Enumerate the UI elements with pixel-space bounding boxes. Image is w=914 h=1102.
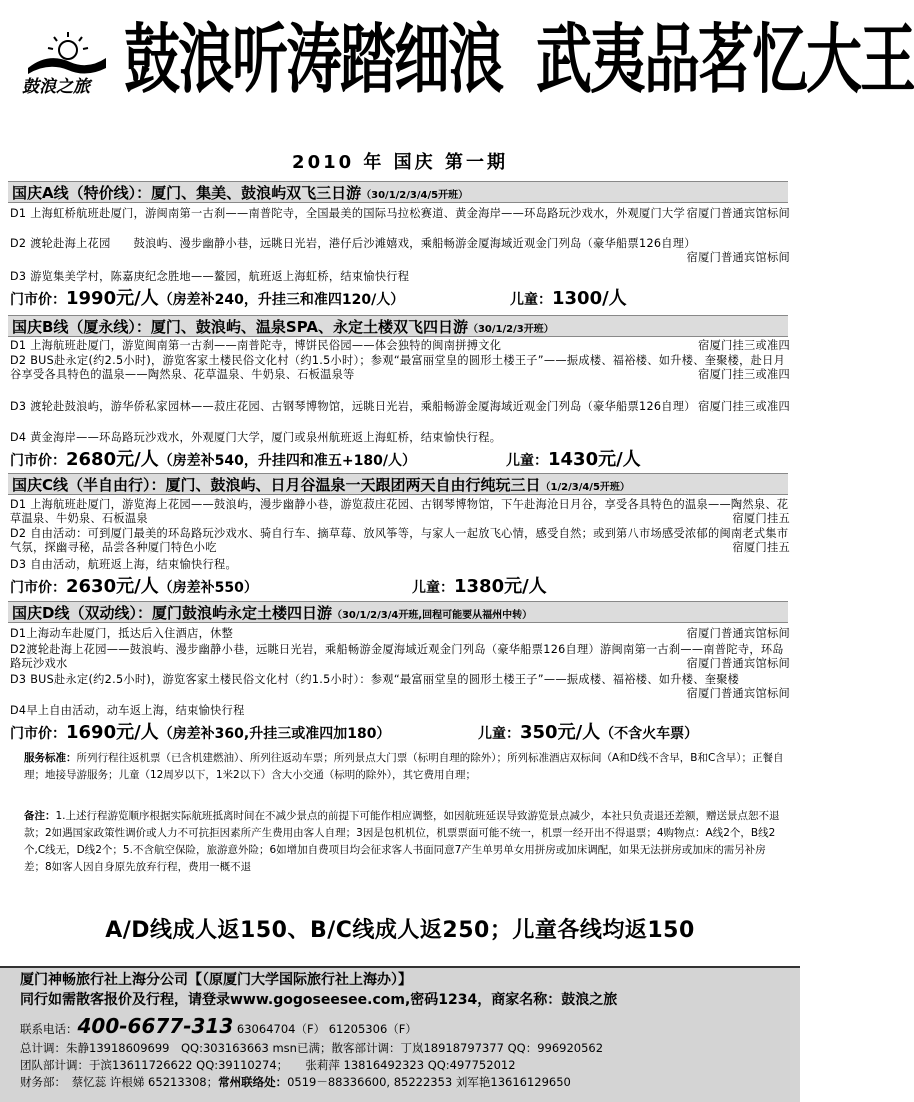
route-b-day-3: D3 渡轮赴鼓浪屿，游华侨私家园林——菽庄花园、古钢琴博物馆，远眺日光岩，乘船畅游金厦海域近观金门列岛（豪华船票126自理） 宿厦门挂三或准四 bbox=[10, 400, 790, 413]
contact-line-1: 总计调：朱静13918609699 QQ:303163663 msn已满；散客部计调：丁岚18918797377 QQ：996920562 bbox=[20, 1041, 604, 1055]
route-a-price: 门市价：1990元/人（房差补240，升挂三和准四120/人） 儿童：1300/人 bbox=[10, 288, 627, 309]
route-b-price: 门市价：2680元/人（房差补540，升挂四和准五+180/人） 儿童：1430元/人 bbox=[10, 449, 641, 470]
route-d-price: 门市价：1690元/人（房差补360,升挂三或准四加180） 儿童：350元/人（不含火车票） bbox=[10, 722, 699, 743]
route-a-day-2: D2 渡轮赴海上花园 鼓浪屿、漫步幽静小巷，远眺日光岩，港仔后沙滩嬉戏，乘船畅游金厦海域近观金门列岛（豪华船票126自理） 宿厦门普通宾馆标间 bbox=[10, 237, 790, 264]
route-c-price: 门市价：2630元/人（房差补550） 儿童：1380元/人 bbox=[10, 576, 547, 597]
service-standard: 服务标准：所列行程往返机票（已含机建燃油）、所列往返动车票；所列景点大门票（标明自理的除外）；所列标准酒店双标间（A和D线不含早，B和C含早）；正餐自理；地接导游服务；儿童（12周岁以下，1米2以下）含大小交通（标明的除外），其它费用自理； bbox=[24, 752, 784, 781]
route-d-day-1: D1上海动车赴厦门，抵达后入住酒店，休整 宿厦门普通宾馆标间 bbox=[10, 627, 790, 640]
route-b-title-bar bbox=[8, 315, 788, 337]
hotline: 400-6677-313 bbox=[77, 1014, 234, 1038]
route-a-day-3: D3 游览集美学村，陈嘉庚纪念胜地——鳌园，航班返上海虹桥，结束愉快行程 bbox=[10, 270, 410, 283]
route-c-title: 国庆C线（半自由行）：厦门、鼓浪屿、日月谷温泉一天跟团两天自由行纯玩三日 bbox=[12, 476, 541, 494]
route-d-day-3: D3 BUS赴永定(约2.5小时)，游览客家土楼民俗文化村（约1.5小时）：参观“最富丽堂皇的圆形土楼王子”——振成楼、福裕楼、如升楼、奎聚楼 宿厦门普通宾馆标间 bbox=[10, 673, 790, 700]
route-d-day-4: D4早上自由活动，动车返上海，结束愉快行程 bbox=[10, 704, 245, 717]
page-title bbox=[124, 0, 914, 128]
route-c-day-1: D1 上海航班赴厦门，游览海上花园——鼓浪屿，漫步幽静小巷，游览菽庄花园、古钢琴博物馆，下午赴海沧日月谷，享受各具特色的温泉——陶然泉、花草温泉、牛奶泉、石板温泉 宿厦门挂五 bbox=[10, 498, 790, 525]
route-d-title: 国庆D线（双动线）：厦门鼓浪屿永定土楼四日游 bbox=[12, 604, 332, 622]
edition-label: 2010 年 国庆 第一期 bbox=[292, 152, 508, 173]
company-name: 厦门神畅旅行社上海分公司【（原厦门大学国际旅行社上海办）】 bbox=[20, 972, 412, 988]
booking-info: 同行如需散客报价及行程，请登录www.gogoseesee.com,密码1234，商家名称：鼓浪之旅 bbox=[20, 992, 618, 1008]
route-b-day-4: D4 黄金海岸——环岛路玩沙戏水，外观厦门大学，厦门或泉州航班返上海虹桥，结束愉快行程。 bbox=[10, 431, 502, 444]
route-c-day-3: D3 自由活动，航班返上海，结束愉快行程。 bbox=[10, 558, 237, 571]
route-b-day-2: D2 BUS赴永定(约2.5小时)，游览客家土楼民俗文化村（约1.5小时）；参观“最富丽堂皇的圆形土楼王子”——振成楼、福裕楼、如升楼、奎聚楼，赴日月谷享受各具特色的温泉——陶然泉、花草温泉、牛奶泉、石板温泉等 宿厦门挂三或准四 bbox=[10, 354, 790, 381]
contact-line-2: 团队部计调：于滨13611726622 QQ:39110274； 张莉萍 13816492323 QQ:497752012 bbox=[20, 1058, 516, 1072]
contact-phones: 联系电话：400-6677-313 63064704（F） 61205306（F） bbox=[20, 1014, 417, 1038]
title-left: 鼓浪听涛踏细浪 bbox=[124, 15, 502, 105]
logo-text: 鼓浪之旅 bbox=[22, 77, 90, 97]
rebate-banner: A/D线成人返150、B/C线成人返250；儿童各线均返150 bbox=[105, 918, 695, 943]
route-a-schedule: （30/1/2/3/4/5开班） bbox=[361, 190, 469, 201]
route-a-title-bar bbox=[8, 181, 788, 203]
route-d-title-bar bbox=[8, 601, 788, 623]
remarks: 备注：1.上述行程游览顺序根据实际航班抵离时间在不减少景点的前提下可能作相应调整，如因航班延误导致游览景点减少，本社只负责退还差额，赠送景点恕不退款；2如遇国家政策性调价或人力不可抗拒因素所产生费用由客人自理；3因是包机机位，机票票面可能不统一，机票一经开出不得退票；4购物点：A线2个，B线2个,C线无，D线2个；5.不含航空保险，旅游意外险；6如增加自费项目均会征求客人书面同意7产生单男单女用拼房或加床调配，如果无法拼房或加床的需另补房差；8如客人因自身原先放弃行程，费用一概不退 bbox=[24, 810, 780, 873]
route-b-title: 国庆B线（厦永线）：厦门、鼓浪屿、温泉SPA、永定土楼双飞四日游 bbox=[12, 318, 468, 336]
route-b-day-1: D1 上海航班赴厦门，游览闽南第一古刹——南普陀寺，博饼民俗园——体会独特的闽南拼搏文化 宿厦门挂三或准四 bbox=[10, 339, 790, 352]
route-b-schedule: （30/1/2/3开班） bbox=[467, 324, 554, 335]
route-a-day-1: D1 上海虹桥航班赴厦门，游闽南第一古刹——南普陀寺，全国最美的国际马拉松赛道、黄金海岸——环岛路玩沙戏水，外观厦门大学 宿厦门普通宾馆标间 bbox=[10, 207, 790, 220]
route-c-day-2: D2 自由活动：可到厦门最美的环岛路玩沙戏水、骑自行车、摘草莓、放风筝等，与家人一起放飞心情，感受自然；或到第八市场感受浓郁的闽南老式集市气氛，探幽寻秘，品尝各种厦门特色小吃 宿厦门挂五 bbox=[10, 527, 790, 554]
route-c-title-bar bbox=[8, 473, 788, 495]
footer bbox=[0, 966, 800, 1102]
route-d-day-2: D2渡轮赴海上花园——鼓浪屿、漫步幽静小巷，远眺日光岩，乘船畅游金厦海域近观金门列岛（豪华船票126自理）游闽南第一古刹——南普陀寺，环岛路玩沙戏水 宿厦门普通宾馆标间 bbox=[10, 643, 790, 670]
contact-line-3: 财务部： 蔡忆蕊 许根娣 65213308；常州联络处：0519－88336600, 85222353 刘军艳13616129650 bbox=[20, 1075, 571, 1089]
route-d-schedule: （30/1/2/3/4开班,回程可能要从福州中转） bbox=[331, 610, 533, 621]
route-a-title: 国庆A线（特价线）：厦门、集美、鼓浪屿双飞三日游 bbox=[12, 184, 362, 202]
title-right: 武夷品茗忆大王 bbox=[536, 15, 914, 105]
route-c-schedule: （1/2/3/4/5开班） bbox=[540, 482, 630, 493]
